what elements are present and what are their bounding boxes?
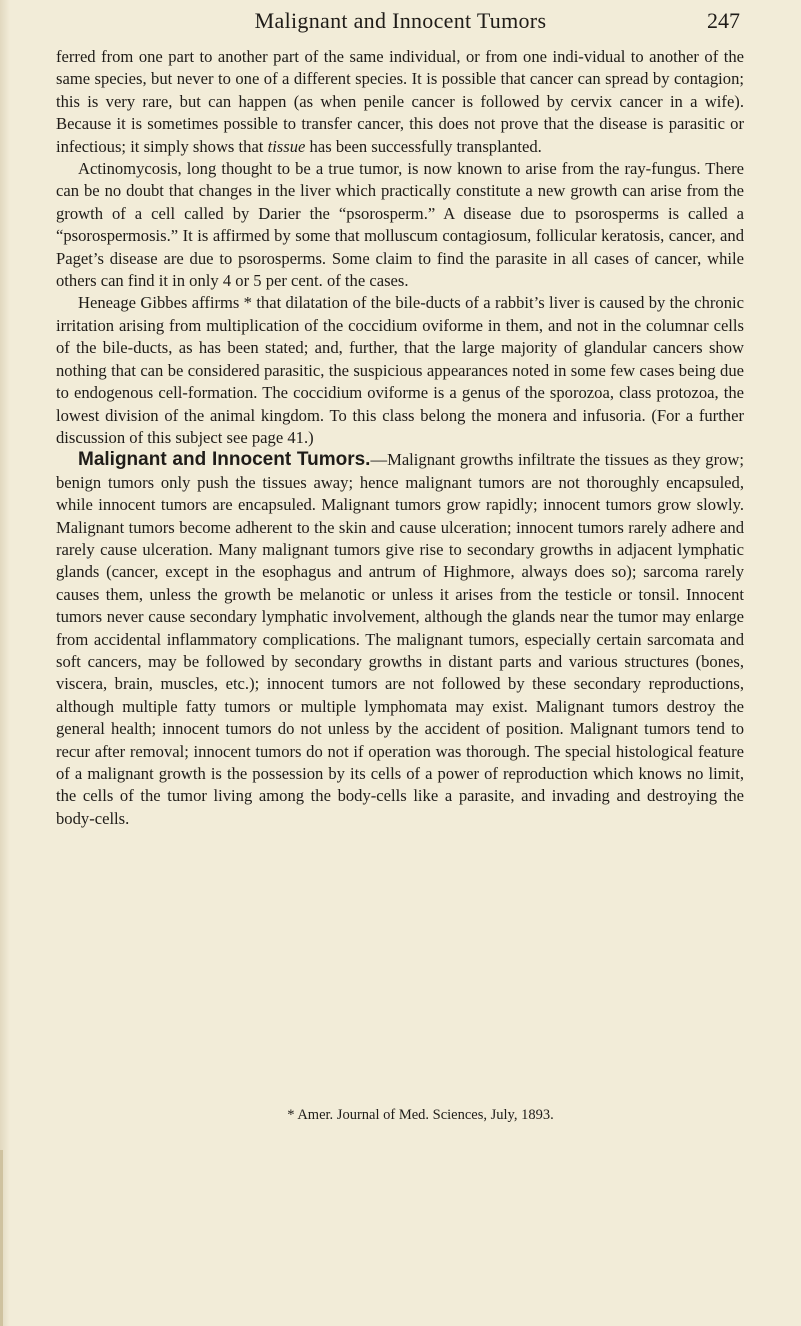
paragraph-continued xyxy=(56,46,744,158)
body-text xyxy=(56,46,744,830)
paragraph-1-end: has been successfully transplanted. xyxy=(309,136,542,156)
paragraph-4-text: —Malignant growths infiltrate the tissues as they grow; benign tumors only push the tissues away; hence malignant tumors are not thoroughly encapsuled, while innocent tumors are encapsuled. Malignant tumors grow rapidly; innocent tumors grow slowly. Malignant tumors become adherent to the skin and cause ulceration; innocent tumors rarely adhere and rarely cause ulceration. Many malignant tumors give rise to secondary growths in adjacent lymphatic glands (cancer, except in the esophagus and antrum of Highmore, always does so); sarcoma rarely causes them, unless the growth be melanotic or unless it arises from the testicle or tonsil. Innocent tumors never cause secondary lymphatic involvement, although the glands near the tumor may enlarge from accidental inflammatory complications. The malignant tumors, especially certain sarcomata and soft cancers, may be followed by secondary growths in distant parts and various structures (bones, viscera, brain, muscles, etc.); innocent tumors are not followed by these secondary reproductions, although multiple fatty tumors or multiple lymphomata may exist. Malignant tumors destroy the general health; innocent tumors do not unless by the accident of position. Malignant tumors tend to recur after removal; innocent tumors do not if operation was thorough. The special histological feature of a malignant growth is the possession by its cells of a power of reproduction which knows no limit, the cells of the tumor living among the body-cells like a parasite, and invading and destroying the body-cells. xyxy=(56,450,744,828)
running-head xyxy=(0,8,801,38)
page-number: 247 xyxy=(707,8,740,33)
section-heading: Malignant and Innocent Tumors. xyxy=(78,449,371,471)
page-edge-shadow xyxy=(0,0,10,1326)
page-edge-mark xyxy=(0,1150,3,1326)
emphasis-tissue: tissue xyxy=(267,136,306,156)
running-title: Malignant and Innocent Tumors xyxy=(254,8,547,33)
paragraph-malignant-innocent xyxy=(56,449,744,830)
paragraph-heneage-gibbes: Heneage Gibbes affirms * that dilatation of the bile-ducts of a rabbit’s liver is caused by the chronic irritation arising from multiplication of the coccidium oviforme in them, and not in the columnar cells of the bile-ducts, as has been stated; and, further, that the large majority of glandular cancers show nothing that can be considered parasitic, the suspicious appearances noted in some few cases being due to endogenous cell-formation. The coccidium oviforme is a genus of the sporozoa, class protozoa, the lowest division of the animal kingdom. To this class belong the monera and infusoria. (For a further discussion of this subject see page 41.) xyxy=(56,293,744,447)
paragraph-1-text: ferred from one part to another part of the same individual, or from one indi-vidual to another of the same species, but never to one of a different species. It is possible that cancer can spread by contagion; this is very rare, but can happen (as when penile cancer is followed by cervix cancer in a wife). Because it is sometimes possible to transfer cancer, this does not prove that the disease is parasitic or infectious; it simply shows that xyxy=(56,47,744,156)
paragraph-actinomycosis: Actinomycosis, long thought to be a true tumor, is now known to arise from the ray-fungus. There can be no doubt that changes in the liver which practically constitute a new growth can arise from the growth of a cell called by Darier the “psorosperm.” A disease due to psorosperms is called a “psorospermosis.” It is affirmed by some that molluscum contagiosum, follicular keratosis, cancer, and Paget’s disease are due to psorosperms. Some claim to find the parasite in all cases of cancer, while others can find it in only 4 or 5 per cent. of the cases. xyxy=(56,159,744,291)
footnote: * Amer. Journal of Med. Sciences, July, 1893. xyxy=(287,1107,554,1123)
